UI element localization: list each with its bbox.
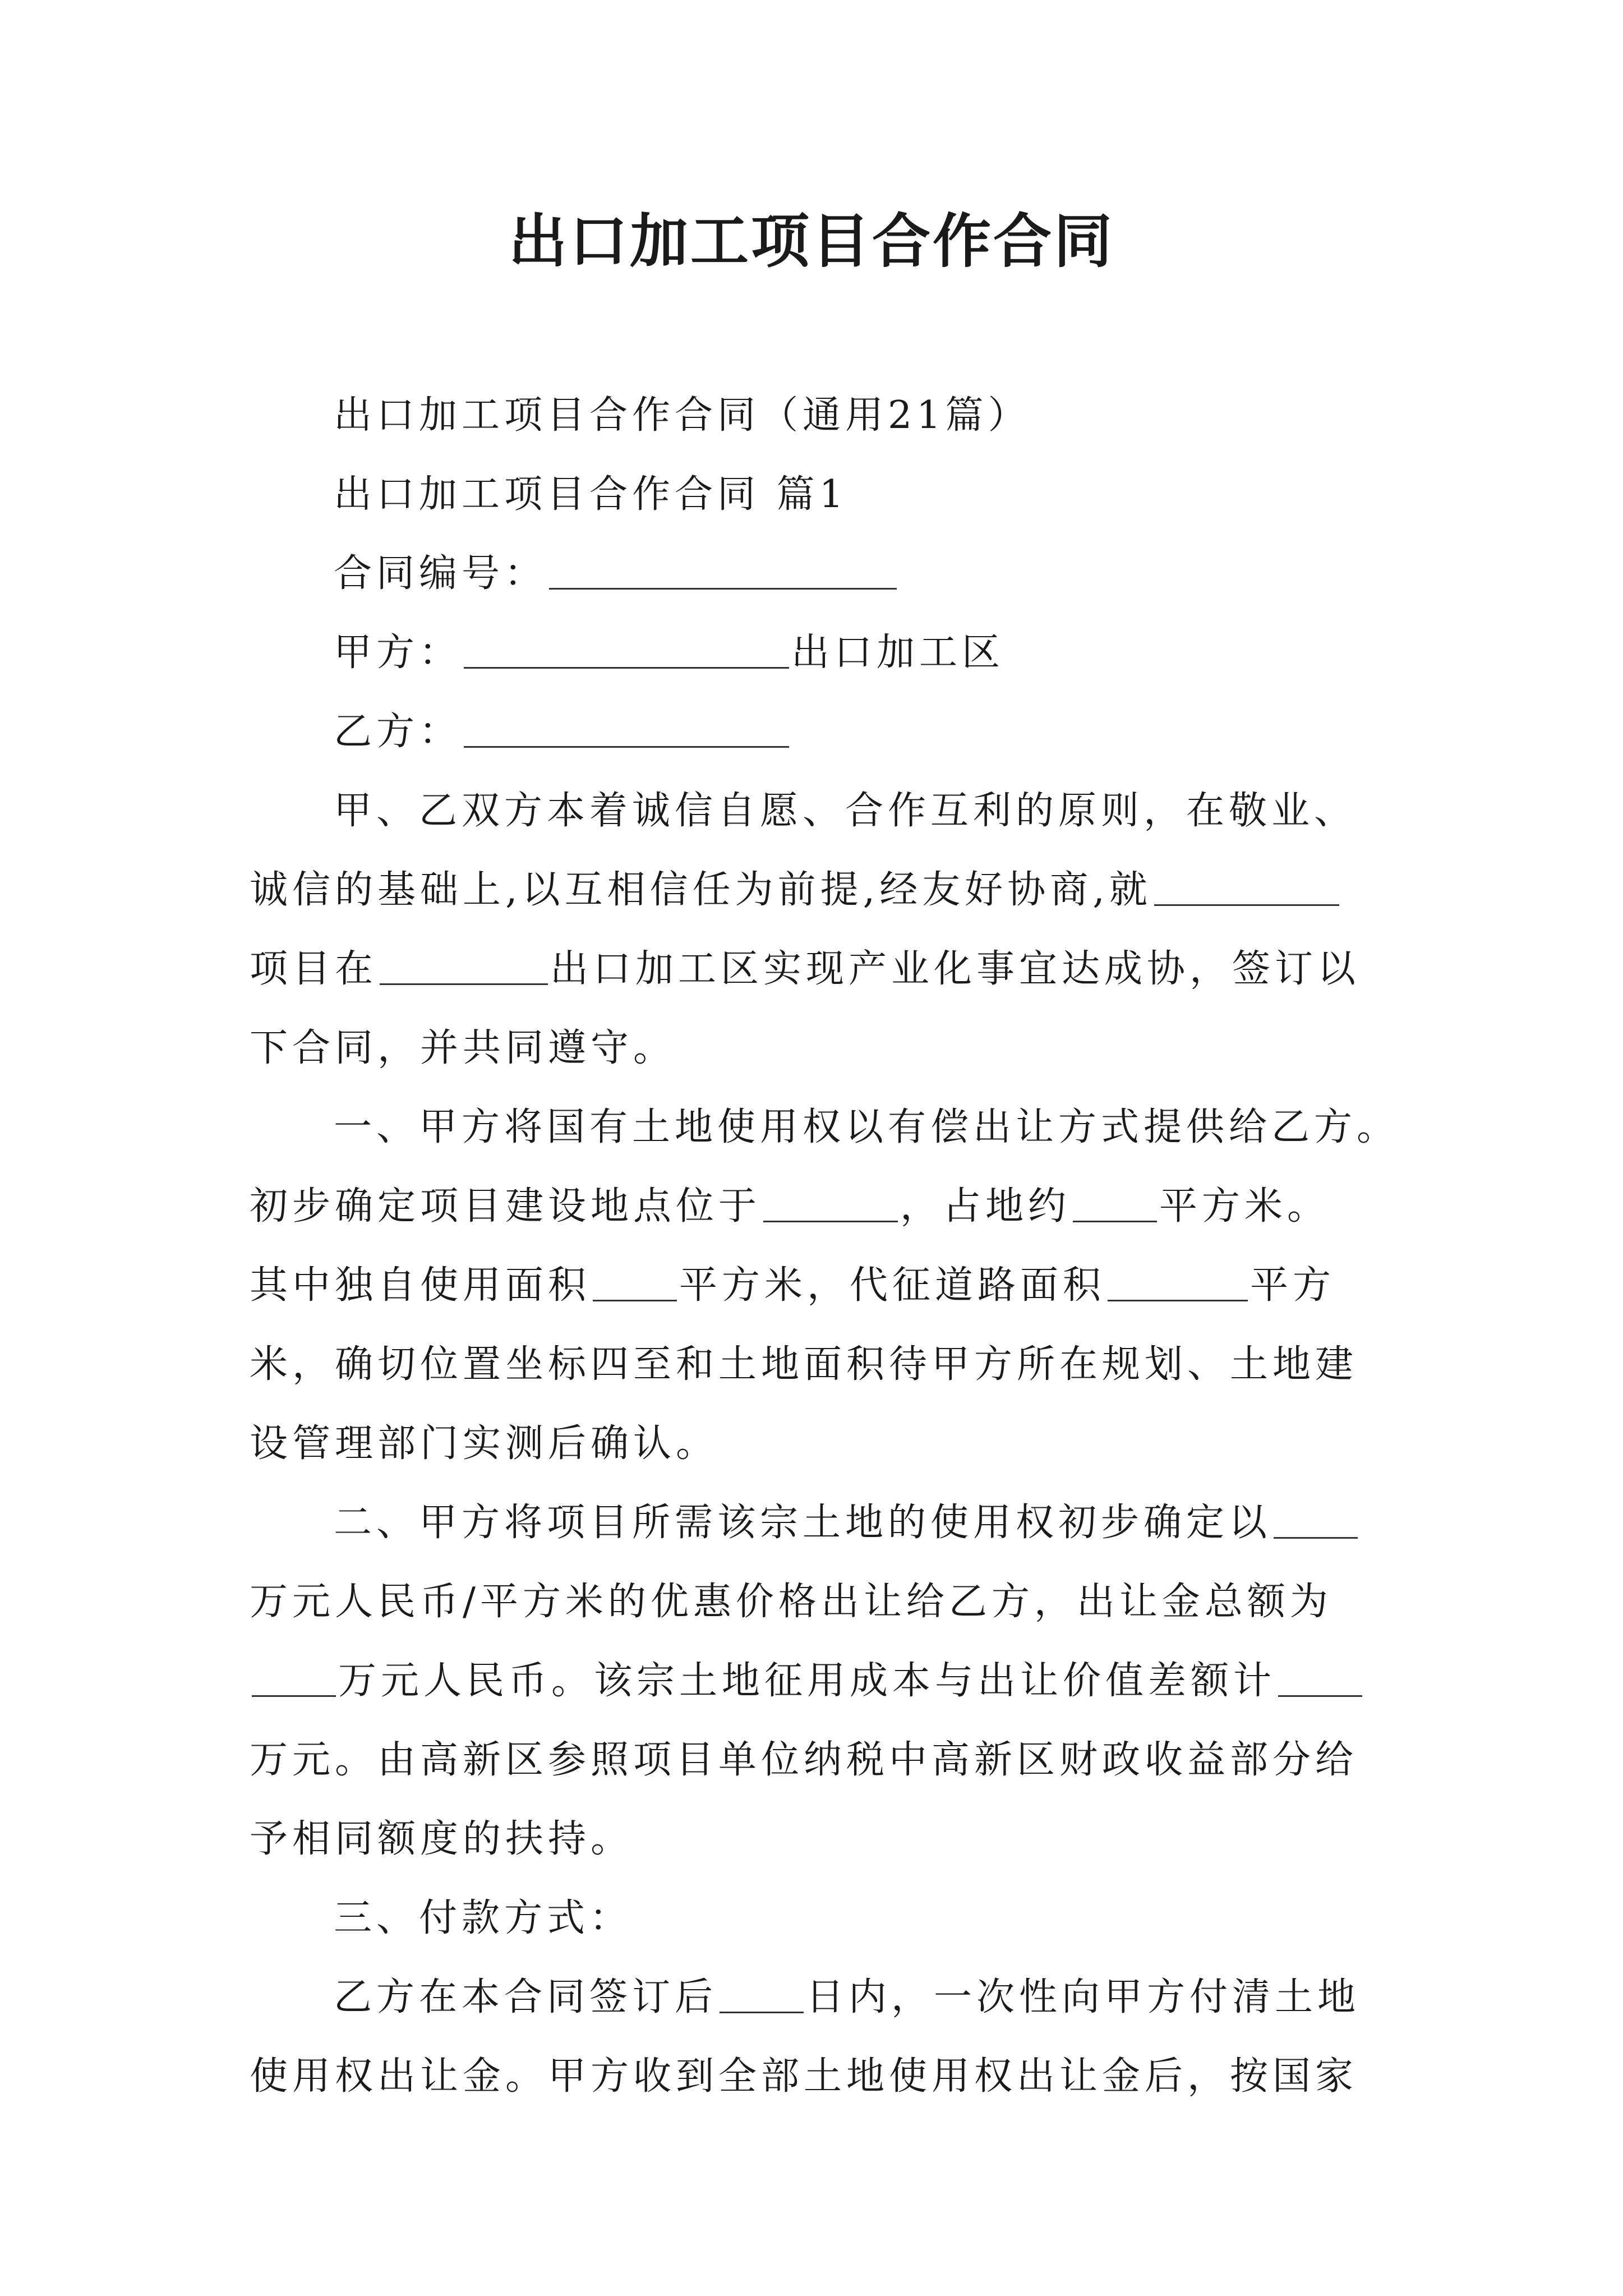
location-blank [763,1185,898,1222]
clause3-line-1-b: 日内，一次性向甲方付清土地 [806,1975,1361,2019]
intro-line-3-a: 项目在 [250,947,378,991]
total-amount-blank [252,1659,336,1697]
clause1-line-3-c: 平方 [1250,1263,1336,1308]
clause3-line-2: 使用权出让金。甲方收到全部土地使用权出让金后，按国家 [250,2054,1358,2099]
party-a-blank [464,631,789,669]
total-area-blank [1073,1185,1157,1222]
zone-name-blank [380,947,548,985]
party-b-label: 乙方： [334,710,462,754]
cost-difference-blank [1278,1659,1362,1697]
party-a-suffix: 出口加工区 [791,631,1005,675]
document-subtitle: 出口加工项目合作合同（通用21篇） [334,393,1031,438]
clause2-line-3-a: 万元人民币。该宗土地征用成本与出让价值差额计 [338,1659,1276,1703]
unit-price-blank [1274,1501,1358,1539]
clause3-line-1-a: 乙方在本合同签订后 [334,1975,718,2019]
clause2-line-1-text: 二、甲方将项目所需该宗土地的使用权初步确定以 [334,1501,1272,1545]
intro-line-3 [250,930,1388,1009]
payment-days-blank [720,1976,804,2013]
party-b-blank [464,710,789,748]
party-a-label: 甲方： [334,631,462,675]
section-heading: 出口加工项目合作合同 篇1 [334,472,848,517]
project-name-blank [1154,868,1339,906]
clause1-line-2-c: 平方米。 [1159,1184,1330,1228]
clause3-line-1 [250,1958,1388,2037]
own-area-blank [593,1264,677,1301]
contract-number-blank [549,552,897,590]
clause3-heading: 三、付款方式： [334,1896,633,1940]
document-body [250,376,1400,2116]
clause1-line-2-a: 初步确定项目建设地点位于 [250,1184,762,1228]
intro-line-4: 下合同，并共同遵守。 [250,1026,676,1070]
clause1-line-4: 米，确切位置坐标四至和土地面积待甲方所在规划、土地建 [250,1342,1358,1387]
clause1-line-3 [250,1246,1388,1325]
party-a-line [250,613,1388,692]
clause2-line-3 [250,1641,1388,1720]
party-b-line [250,692,1388,771]
intro-line-2 [250,850,1388,930]
clause1-line-2 [250,1167,1388,1246]
clause1-line-5: 设管理部门实测后确认。 [250,1421,719,1466]
clause2-line-5: 予相同额度的扶持。 [250,1817,634,1861]
clause1-line-3-b: 平方米，代征道路面积 [679,1263,1106,1308]
clause2-line-4: 万元。由高新区参照项目单位纳税中高新区财政收益部分给 [250,1738,1358,1782]
clause1-line-3-a: 其中独自使用面积 [250,1263,591,1308]
contract-number-line [250,534,1388,613]
clause2-line-2: 万元人民币/平方米的优惠价格出让给乙方，出让金总额为 [250,1580,1332,1624]
intro-line-3-b: 出口加工区实现产业化事宜达成协，签订以 [550,947,1361,991]
document-title: 出口加工项目合作合同 [508,206,1114,275]
intro-line-1: 甲、乙双方本着诚信自愿、合作互利的原则，在敬业、 [334,789,1357,833]
contract-number-label: 合同编号： [334,551,547,596]
intro-line-2-text: 诚信的基础上,以互相信任为前提,经友好协商,就 [250,868,1152,912]
road-area-blank [1108,1264,1248,1301]
clause2-line-1 [250,1483,1388,1562]
clause1-line-1: 一、甲方将国有土地使用权以有偿出让方式提供给乙方。 [334,1105,1400,1149]
clause1-line-2-b: ，占地约 [900,1184,1071,1228]
